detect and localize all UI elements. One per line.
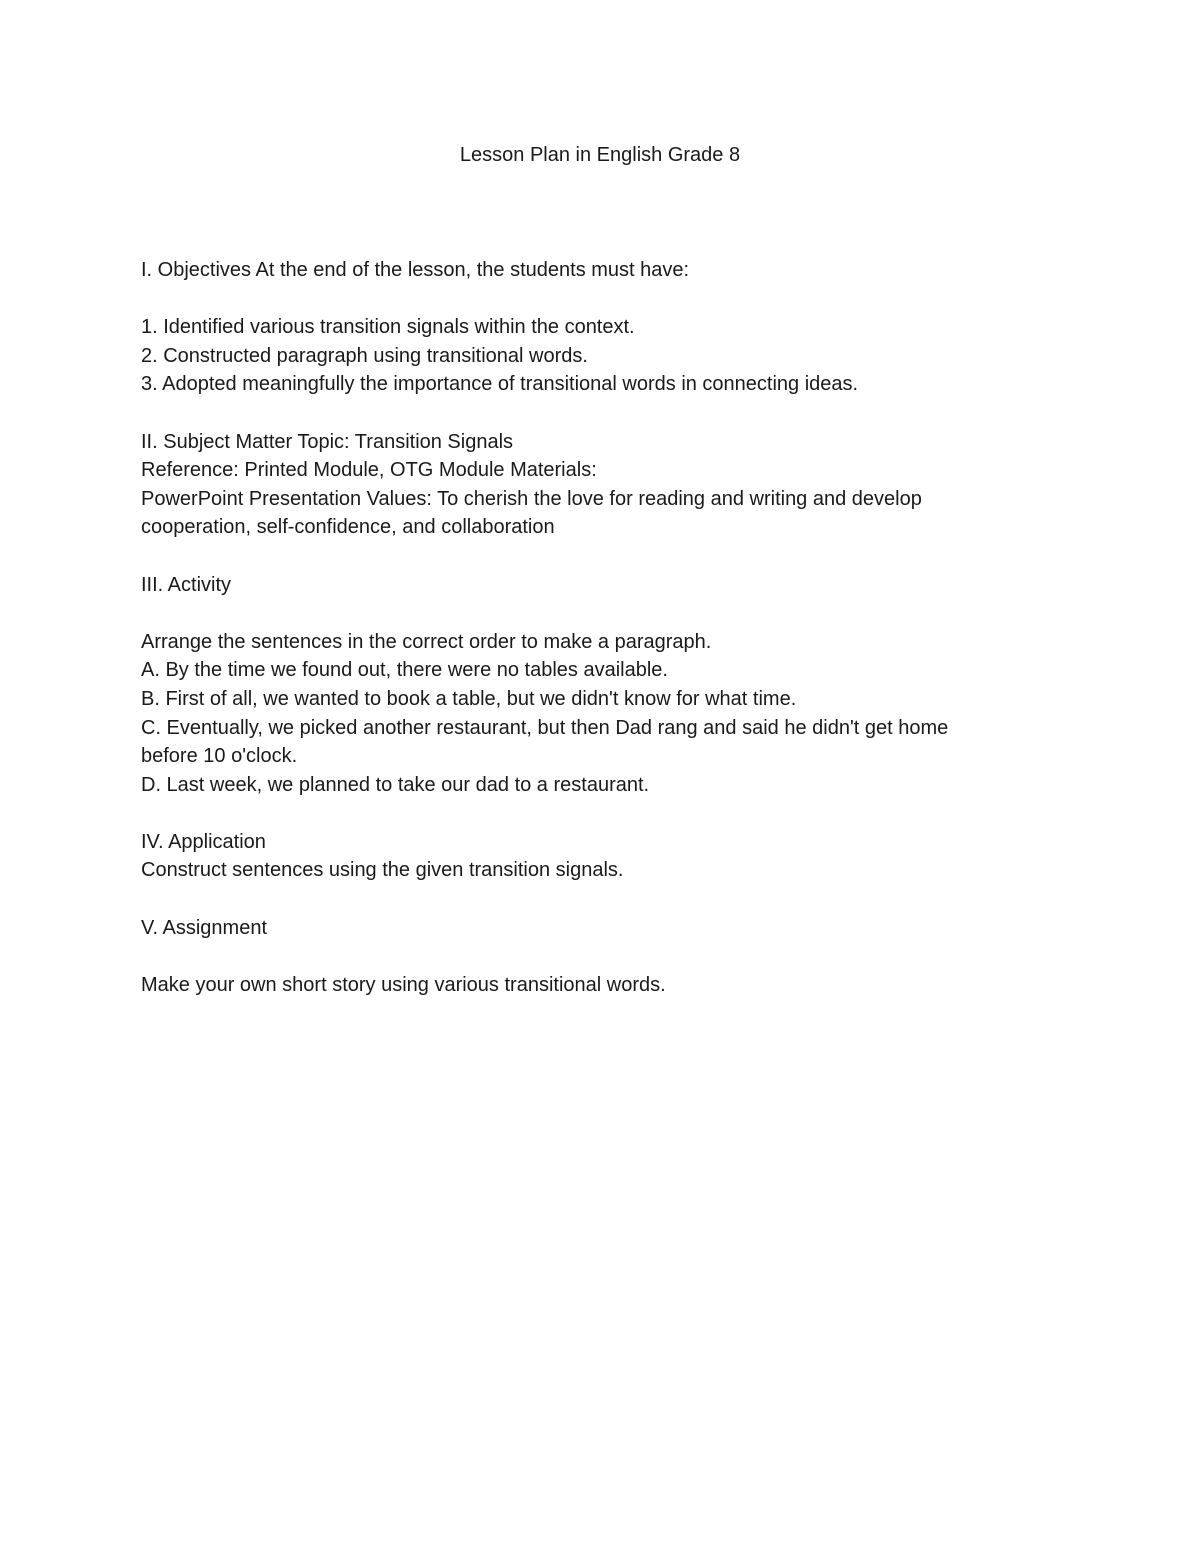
spacer bbox=[141, 942, 1041, 971]
spacer bbox=[141, 542, 1041, 571]
objective-item: 1. Identified various transition signals within the context. bbox=[141, 316, 635, 339]
spacer bbox=[141, 799, 1041, 828]
objective-item: 2. Constructed paragraph using transitional words. bbox=[141, 344, 588, 367]
spacer bbox=[141, 599, 1041, 628]
activity-sentence: C. Eventually, we picked another restaurant, but then Dad rang and said he didn't get home bbox=[141, 716, 949, 739]
spacer bbox=[141, 885, 1041, 914]
assignment-heading: V. Assignment bbox=[141, 916, 268, 939]
application-text: Construct sentences using the given transition signals. bbox=[141, 859, 624, 882]
spacer bbox=[141, 399, 1041, 428]
reference-line: Reference: Printed Module, OTG Module Materials: bbox=[141, 459, 597, 482]
values-line: PowerPoint Presentation Values: To cherish the love for reading and writing and develop bbox=[141, 487, 922, 510]
activity-heading: III. Activity bbox=[141, 573, 232, 596]
subject-matter-heading: II. Subject Matter Topic: Transition Signals bbox=[141, 430, 514, 453]
objective-item: 3. Adopted meaningfully the importance of transitional words in connecting ideas. bbox=[141, 373, 859, 396]
application-heading: IV. Application bbox=[141, 830, 266, 853]
activity-sentence: A. By the time we found out, there were no tables available. bbox=[141, 659, 668, 682]
activity-sentence: B. First of all, we wanted to book a table, but we didn't know for what time. bbox=[141, 687, 797, 710]
activity-sentence-continued: before 10 o'clock. bbox=[141, 745, 298, 768]
objectives-heading: I. Objectives At the end of the lesson, the students must have: bbox=[141, 259, 690, 281]
spacer bbox=[141, 285, 1041, 314]
activity-instruction: Arrange the sentences in the correct order to make a paragraph. bbox=[141, 630, 712, 653]
values-line-continued: cooperation, self-confidence, and collaboration bbox=[141, 516, 555, 539]
assignment-text: Make your own short story using various transitional words. bbox=[141, 973, 666, 996]
document-body bbox=[141, 256, 1041, 999]
page-title: Lesson Plan in English Grade 8 bbox=[459, 144, 741, 166]
activity-sentence: D. Last week, we planned to take our dad to a restaurant. bbox=[141, 773, 650, 796]
